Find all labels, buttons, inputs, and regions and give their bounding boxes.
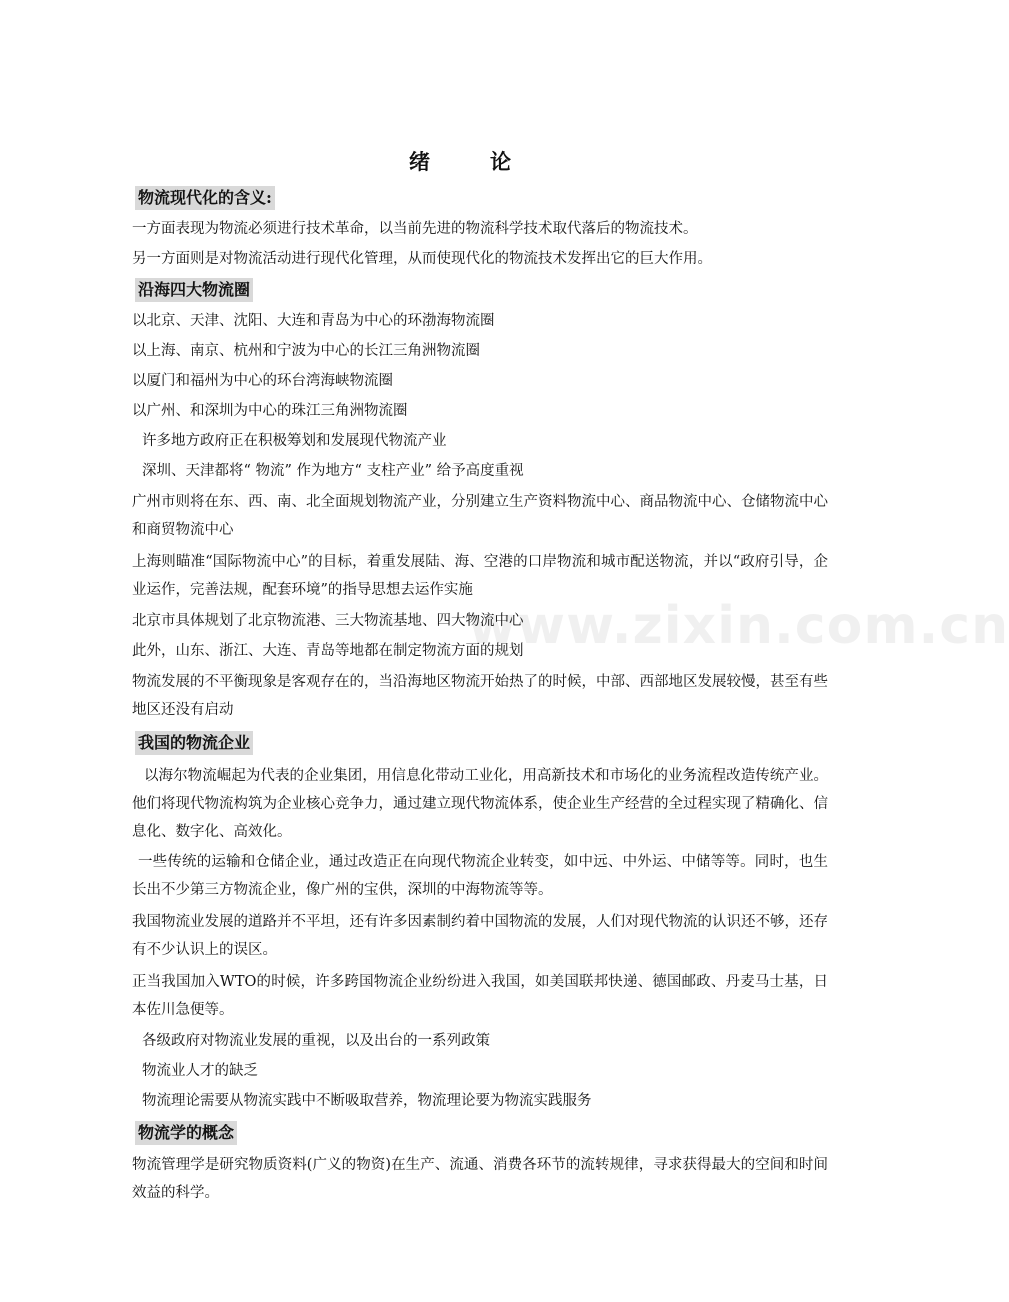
text-line: 以广州、和深圳为中心的珠江三角洲物流圈 bbox=[132, 403, 408, 419]
text-line: 深圳、天津都将“ 物流” 作为地方“ 支柱产业” 给予高度重视 bbox=[142, 463, 524, 479]
paragraph-haier: 以海尔物流崛起为代表的企业集团，用信息化带动工业化，用高新技术和市场化的业务流程改造传统产业。他们将现代物流构筑为企业核心竞争力，通过建立现代物流体系，使企业生产经营的全过程实现了精确化、信息化、数字化、高效化。 bbox=[132, 768, 828, 840]
title-char-2: 论 bbox=[490, 149, 511, 174]
text-line: 物流业人才的缺乏 bbox=[142, 1063, 258, 1079]
text-line: 以厦门和福州为中心的环台湾海峡物流圈 bbox=[132, 373, 393, 389]
section-heading-coastal-circles: 沿海四大物流圈 bbox=[135, 278, 253, 302]
text-line: 物流理论需要从物流实践中不断吸取营养，物流理论要为物流实践服务 bbox=[142, 1093, 592, 1109]
paragraph-shanghai: 上海则瞄准“国际物流中心”的目标，着重发展陆、海、空港的口岸物流和城市配送物流，并以“政府引导，企业运作，完善法规，配套环境”的指导思想去运作实施 bbox=[132, 554, 828, 598]
paragraph-unbalanced: 物流发展的不平衡现象是客观存在的，当沿海地区物流开始热了的时候，中部、西部地区发展较慢，甚至有些地区还没有启动 bbox=[132, 674, 828, 718]
paragraph-wto: 正当我国加入WTO的时候，许多跨国物流企业纷纷进入我国，如美国联邦快递、德国邮政、丹麦马士基，日本佐川急便等。 bbox=[132, 974, 828, 1018]
section-heading-modernization: 物流现代化的含义: bbox=[135, 186, 275, 210]
watermark: www.zixin.com.cn bbox=[468, 596, 1009, 656]
text-line: 一方面表现为物流必须进行技术革命，以当前先进的物流科学技术取代落后的物流技术。 bbox=[132, 221, 698, 237]
paragraph-guangzhou: 广州市则将在东、西、南、北全面规划物流产业，分别建立生产资料物流中心、商品物流中心、仓储物流中心和商贸物流中心 bbox=[132, 494, 828, 538]
page-title bbox=[0, 146, 920, 176]
section-heading-logistics-concept: 物流学的概念 bbox=[135, 1121, 237, 1145]
text-line: 此外，山东、浙江、大连、青岛等地都在制定物流方面的规划 bbox=[132, 643, 524, 659]
text-line: 北京市具体规划了北京物流港、三大物流基地、四大物流中心 bbox=[132, 613, 524, 629]
paragraph-definition: 物流管理学是研究物质资料(广义的物资)在生产、流通、消费各环节的流转规律，寻求获得最大的空间和时间效益的科学。 bbox=[132, 1157, 828, 1201]
title-char-1: 绪 bbox=[409, 149, 430, 174]
text-line: 各级政府对物流业发展的重视，以及出台的一系列政策 bbox=[142, 1033, 490, 1049]
text-line: 以上海、南京、杭州和宁波为中心的长江三角洲物流圈 bbox=[132, 343, 480, 359]
paragraph-road: 我国物流业发展的道路并不平坦，还有许多因素制约着中国物流的发展，人们对现代物流的认识还不够，还存有不少认识上的误区。 bbox=[132, 914, 828, 958]
paragraph-traditional: 一些传统的运输和仓储企业，通过改造正在向现代物流企业转变，如中远、中外运、中储等等。同时，也生长出不少第三方物流企业，像广州的宝供，深圳的中海物流等等。 bbox=[132, 854, 828, 898]
section-heading-enterprises: 我国的物流企业 bbox=[135, 731, 253, 755]
text-line: 另一方面则是对物流活动进行现代化管理，从而使现代化的物流技术发挥出它的巨大作用。 bbox=[132, 251, 712, 267]
text-line: 以北京、天津、沈阳、大连和青岛为中心的环渤海物流圈 bbox=[132, 313, 495, 329]
text-line: 许多地方政府正在积极筹划和发展现代物流产业 bbox=[142, 433, 447, 449]
